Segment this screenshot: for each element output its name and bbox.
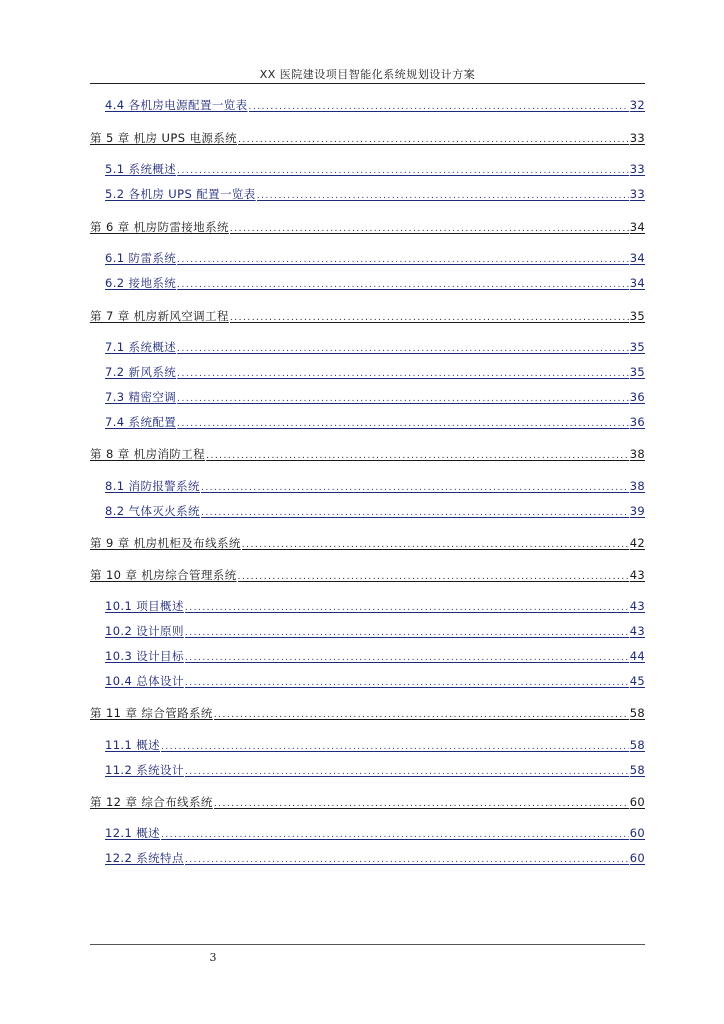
toc-section-entry[interactable] [105,504,645,518]
toc-entry-page: 32 [629,98,645,112]
toc-dot-leader [238,133,629,147]
toc-chapter-entry[interactable] [90,131,645,145]
toc-entry-page: 34 [629,220,645,234]
toc-chapter-entry[interactable] [90,220,645,234]
toc-dot-leader [230,222,629,236]
toc-entry-page: 33 [629,187,645,201]
toc-dot-leader [201,481,629,495]
toc-section-entry[interactable] [105,479,645,493]
toc-entry-title: 7.4 系统配置 [105,415,177,429]
toc-dot-leader [249,100,629,114]
toc-dot-leader [177,392,629,406]
toc-entry-title: 11.2 系统设计 [105,763,184,777]
toc-section-entry[interactable] [105,674,645,688]
toc-dot-leader [161,828,629,842]
toc-section-entry[interactable] [105,162,645,176]
toc-section-entry[interactable] [105,390,645,404]
toc-entry-title: 11.1 概述 [105,738,161,752]
toc-entry-title: 10.3 设计目标 [105,649,184,663]
toc-entry-page: 39 [629,504,645,518]
toc-entry-title: 10.2 设计原则 [105,624,184,638]
footer-divider [90,944,645,945]
toc-entry-title: 8.1 消防报警系统 [105,479,200,493]
toc-section-entry[interactable] [105,599,645,613]
toc-entry-title: 6.1 防雷系统 [105,251,177,265]
toc-entry-page: 35 [629,365,645,379]
toc-section-entry[interactable] [105,826,645,840]
toc-entry-page: 38 [629,447,645,461]
toc-chapter-entry[interactable] [90,795,645,809]
toc-entry-title: 第 10 章 机房综合管理系统 [90,568,237,582]
toc-dot-leader [206,449,629,463]
toc-dot-leader [230,311,629,325]
toc-entry-page: 34 [629,276,645,290]
toc-section-entry[interactable] [105,98,645,112]
toc-chapter-entry[interactable] [90,536,645,550]
toc-entry-title: 10.1 项目概述 [105,599,184,613]
toc-entry-title: 12.1 概述 [105,826,161,840]
toc-section-entry[interactable] [105,415,645,429]
toc-section-entry[interactable] [105,763,645,777]
toc-dot-leader [201,506,629,520]
toc-entry-page: 35 [629,340,645,354]
toc-entry-title: 第 5 章 机房 UPS 电源系统 [90,131,238,145]
toc-entry-page: 36 [629,390,645,404]
toc-section-entry[interactable] [105,187,645,201]
toc-entry-page: 60 [629,851,645,865]
toc-entry-title: 5.1 系统概述 [105,162,177,176]
toc-entry-page: 43 [629,599,645,613]
toc-section-entry[interactable] [105,649,645,663]
toc-section-entry[interactable] [105,340,645,354]
toc-entry-page: 58 [629,763,645,777]
toc-chapter-entry[interactable] [90,568,645,582]
toc-dot-leader [177,278,629,292]
toc-entry-page: 58 [629,738,645,752]
toc-section-entry[interactable] [105,276,645,290]
toc-section-entry[interactable] [105,365,645,379]
toc-entry-page: 42 [629,536,645,550]
toc-entry-title: 第 7 章 机房新风空调工程 [90,309,229,323]
toc-entry-title: 8.2 气体灭火系统 [105,504,200,518]
toc-section-entry[interactable] [105,738,645,752]
toc-entry-title: 12.2 系统特点 [105,851,184,865]
toc-dot-leader [177,417,629,431]
toc-entry-page: 36 [629,415,645,429]
toc-entry-title: 第 9 章 机房机柜及布线系统 [90,536,241,550]
toc-dot-leader [257,189,629,203]
toc-entry-page: 33 [629,162,645,176]
toc-entry-title: 第 6 章 机房防雷接地系统 [90,220,229,234]
toc-dot-leader [214,708,629,722]
toc-entry-page: 34 [629,251,645,265]
toc-entry-page: 33 [629,131,645,145]
toc-dot-leader [177,164,629,178]
toc-entry-page: 43 [629,624,645,638]
toc-dot-leader [185,676,629,690]
toc-entry-page: 44 [629,649,645,663]
toc-entry-title: 7.3 精密空调 [105,390,177,404]
toc-dot-leader [161,740,629,754]
toc-entry-title: 5.2 各机房 UPS 配置一览表 [105,187,256,201]
toc-dot-leader [185,651,629,665]
toc-dot-leader [185,765,629,779]
toc-entry-title: 第 12 章 综合布线系统 [90,795,213,809]
toc-entry-title: 6.2 接地系统 [105,276,177,290]
toc-entry-page: 58 [629,706,645,720]
toc-dot-leader [238,570,629,584]
toc-entry-title: 7.2 新风系统 [105,365,177,379]
toc-dot-leader [185,853,629,867]
page-header-title: XX 医院建设项目智能化系统规划设计方案 [259,68,476,81]
toc-dot-leader [177,253,629,267]
toc-dot-leader [177,342,629,356]
toc-entry-page: 45 [629,674,645,688]
toc-section-entry[interactable] [105,624,645,638]
toc-dot-leader [214,797,629,811]
toc-entry-title: 10.4 总体设计 [105,674,184,688]
toc-entry-title: 第 8 章 机房消防工程 [90,447,206,461]
toc-entry-title: 4.4 各机房电源配置一览表 [105,98,248,112]
toc-entry-title: 第 11 章 综合管路系统 [90,706,213,720]
toc-entry-page: 38 [629,479,645,493]
toc-chapter-entry[interactable] [90,706,645,720]
toc-entry-page: 60 [629,795,645,809]
page-number: 3 [209,951,217,964]
toc-entry-title: 7.1 系统概述 [105,340,177,354]
toc-chapter-entry[interactable] [90,447,645,461]
toc-dot-leader [185,626,629,640]
toc-chapter-entry[interactable] [90,309,645,323]
toc-entry-page: 35 [629,309,645,323]
toc-dot-leader [177,367,629,381]
toc-dot-leader [185,601,629,615]
toc-dot-leader [242,538,629,552]
toc-entry-page: 60 [629,826,645,840]
toc-section-entry[interactable] [105,851,645,865]
toc-entry-page: 43 [629,568,645,582]
toc-section-entry[interactable] [105,251,645,265]
